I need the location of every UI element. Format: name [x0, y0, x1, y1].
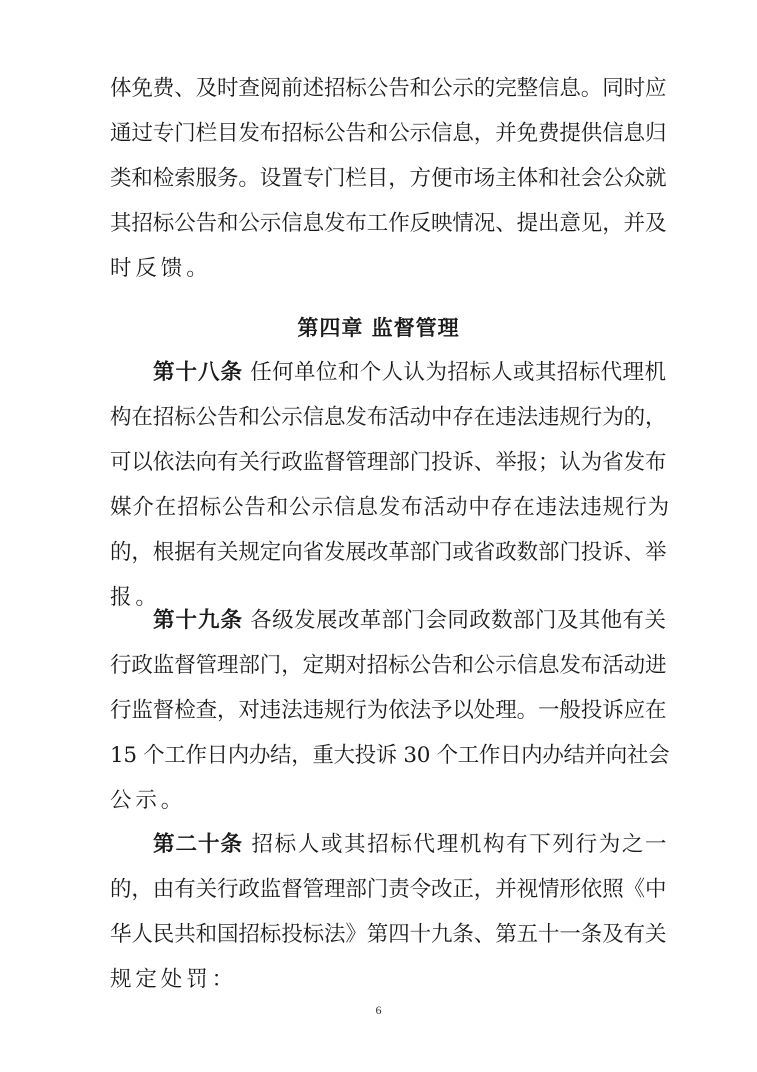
article-line: 可以依法向有关行政监督管理部门投诉、举报；认为省发布 — [110, 450, 667, 475]
paragraph-line: 体免费、及时查阅前述招标公告和公示的完整信息。同时应 — [110, 76, 667, 101]
paragraph-line: 通过专门栏目发布招标公告和公示信息，并免费提供信息归 — [110, 121, 667, 146]
article-line: 公示。 — [110, 788, 187, 813]
article-line: 的，由有关行政监督管理部门责令改正，并视情形依照《中 — [110, 877, 667, 902]
article-line: 构在招标公告和公示信息发布活动中存在违法违规行为的， — [110, 405, 667, 430]
paragraph-line: 时反馈。 — [110, 256, 212, 281]
article-line: 15 个工作日内办结，重大投诉 30 个工作日内办结并向社会 — [110, 743, 670, 768]
article-line: 华人民共和国招标投标法》第四十九条、第五十一条及有关 — [110, 922, 667, 947]
article-line: 媒介在招标公告和公示信息发布活动中存在违法违规行为 — [110, 495, 671, 520]
article-heading: 第二十条 — [153, 832, 244, 857]
paragraph-line: 其招标公告和公示信息发布工作反映情况、提出意见，并及 — [110, 211, 667, 236]
chapter-title: 第四章 监督管理 — [297, 316, 460, 340]
article-text: 各级发展改革部门会同政数部门及其他有关 — [250, 608, 667, 633]
article-first-line — [153, 830, 670, 860]
article-line: 行政监督管理部门，定期对招标公告和公示信息发布活动进 — [110, 653, 667, 678]
article-text: 任何单位和个人认为招标人或其招标代理机 — [250, 360, 667, 385]
article-heading: 第十九条 — [153, 608, 244, 633]
article-line: 行监督检查，对违法违规行为依法予以处理。一般投诉应在 — [110, 698, 667, 723]
article-line: 规定处罚： — [110, 967, 238, 992]
article-text: 招标人或其招标代理机构有下列行为之一 — [251, 832, 669, 857]
article-line: 的，根据有关规定向省发展改革部门或省政数部门投诉、举 — [110, 540, 667, 565]
article-line: 报。 — [110, 585, 161, 610]
article-first-line — [153, 606, 670, 636]
page-number: 6 — [375, 1003, 382, 1017]
paragraph-line: 类和检索服务。设置专门栏目，方便市场主体和社会公众就 — [110, 166, 667, 191]
article-heading: 第十八条 — [153, 360, 244, 385]
article-first-line — [153, 358, 670, 388]
